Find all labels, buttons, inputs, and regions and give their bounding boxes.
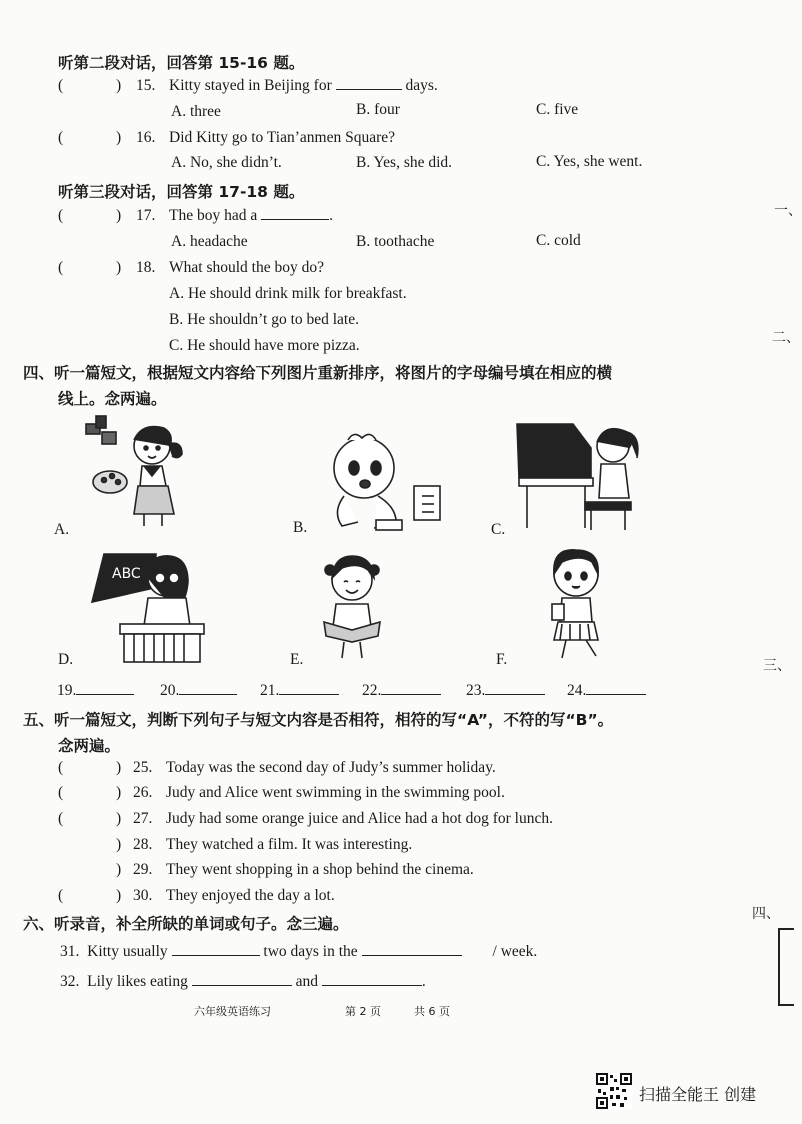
q29-number: 29. bbox=[133, 861, 153, 878]
q18-option-a: A. He should drink milk for breakfast. bbox=[169, 285, 407, 302]
q16-option-c: C. Yes, she went. bbox=[536, 153, 643, 170]
q15-prefix: Kitty stayed in Beijing for bbox=[169, 77, 332, 94]
q15-number: 15. bbox=[136, 77, 156, 94]
q31-suffix: week. bbox=[500, 943, 538, 960]
q18-option-b: B. He shouldn’t go to bed late. bbox=[169, 311, 359, 328]
q29-text: They went shopping in a shop behind the cinema. bbox=[166, 861, 474, 878]
order-blank-23[interactable] bbox=[485, 693, 545, 695]
q26-answer-open: ( bbox=[58, 784, 64, 801]
listen3-heading: 听第三段对话，回答第 17-18 题。 bbox=[58, 183, 305, 201]
order-num-24: 24. bbox=[567, 682, 587, 699]
q18-text: What should the boy do? bbox=[169, 259, 324, 276]
order-answer-23 bbox=[466, 682, 545, 700]
q27-answer-open: ( bbox=[58, 810, 64, 827]
q16-answer-close: ) bbox=[116, 129, 122, 146]
q15-blank[interactable] bbox=[336, 88, 402, 90]
section4-heading: 四、听一篇短文，根据短文内容给下列图片重新排序，将图片的字母编号填在相应的横 bbox=[23, 364, 613, 382]
q16-option-a: A. No, she didn’t. bbox=[171, 154, 282, 171]
q26-answer-close: ) bbox=[116, 784, 122, 801]
q28-answer-close: ) bbox=[116, 836, 122, 853]
q32-suffix: . bbox=[421, 973, 426, 990]
q25-answer-open: ( bbox=[58, 759, 64, 776]
q16-option-b: B. Yes, she did. bbox=[356, 154, 453, 171]
q17-option-b: B. toothache bbox=[356, 233, 435, 250]
section6-heading: 六、听录音，补全所缺的单词或句子。念三遍。 bbox=[23, 915, 349, 933]
q17-text bbox=[169, 207, 333, 225]
q17-blank[interactable] bbox=[261, 218, 329, 220]
q15-answer-close: ) bbox=[116, 77, 122, 94]
q16-text: Did Kitty go to Tian’anmen Square? bbox=[169, 129, 396, 146]
q27-number: 27. bbox=[133, 810, 153, 827]
order-blank-24[interactable] bbox=[586, 693, 646, 695]
q17-answer-close: ) bbox=[116, 207, 122, 224]
q32-blank-1[interactable] bbox=[192, 984, 292, 986]
picture-b-label: B. bbox=[293, 519, 308, 536]
q30-answer-open: ( bbox=[58, 887, 64, 904]
q32-prefix: Lily likes eating bbox=[87, 973, 188, 990]
abc-board-text: ABC bbox=[112, 566, 141, 582]
q31-blank-2[interactable] bbox=[362, 954, 462, 956]
q32-line bbox=[60, 973, 426, 991]
footer-course: 六年级英语练习 bbox=[194, 1005, 271, 1018]
q17-prefix: The boy had a bbox=[169, 207, 258, 224]
q29-answer-close: ) bbox=[116, 861, 122, 878]
picture-f-label: F. bbox=[496, 651, 508, 668]
order-answer-24 bbox=[567, 682, 646, 700]
q30-number: 30. bbox=[133, 887, 153, 904]
q30-text: They enjoyed the day a lot. bbox=[166, 887, 335, 904]
order-answer-22 bbox=[362, 682, 441, 700]
section5-heading-line2: 念两遍。 bbox=[58, 737, 121, 755]
q18-answer-close: ) bbox=[116, 259, 122, 276]
footer-total: 共 6 页 bbox=[414, 1005, 450, 1018]
picture-d-label: D. bbox=[58, 651, 74, 668]
q32-blank-2[interactable] bbox=[322, 984, 422, 986]
edge-mark-1: 一、 bbox=[774, 203, 802, 219]
order-blank-22[interactable] bbox=[381, 693, 441, 695]
q17-option-c: C. cold bbox=[536, 232, 581, 249]
q31-number: 31. bbox=[60, 943, 80, 960]
picture-e-label: E. bbox=[290, 651, 304, 668]
section5-heading: 五、听一篇短文，判断下列句子与短文内容是否相符，相符的写“A”，不符的写“B”。 bbox=[23, 711, 614, 729]
q26-number: 26. bbox=[133, 784, 153, 801]
section4-heading-line2: 线上。念两遍。 bbox=[58, 390, 167, 408]
picture-c-label: C. bbox=[491, 521, 506, 538]
q17-option-a: A. headache bbox=[171, 233, 248, 250]
q27-answer-close: ) bbox=[116, 810, 122, 827]
order-num-21: 21. bbox=[260, 682, 280, 699]
order-blank-20[interactable] bbox=[179, 693, 237, 695]
q25-answer-close: ) bbox=[116, 759, 122, 776]
girl-with-schoolbag-picture bbox=[540, 544, 610, 664]
q15-answer-open: ( bbox=[58, 77, 64, 94]
girl-reading-book-picture bbox=[318, 550, 388, 662]
footer-page: 第 2 页 bbox=[345, 1005, 381, 1018]
order-num-19: 19. bbox=[57, 682, 77, 699]
girl-playing-piano-picture bbox=[515, 418, 645, 538]
q31-middle: two days in the bbox=[263, 943, 358, 960]
q15-text bbox=[169, 77, 438, 95]
q31-blank-1[interactable] bbox=[172, 954, 260, 956]
q32-middle: and bbox=[295, 973, 318, 990]
edge-mark-2: 二、 bbox=[772, 330, 800, 346]
teacher-at-desk-picture bbox=[90, 548, 210, 666]
q18-option-c: C. He should have more pizza. bbox=[169, 337, 360, 354]
q16-answer-open: ( bbox=[58, 129, 64, 146]
q15-option-c: C. five bbox=[536, 101, 579, 118]
order-num-20: 20. bbox=[160, 682, 180, 699]
q15-suffix: days. bbox=[405, 77, 438, 94]
q30-answer-close: ) bbox=[116, 887, 122, 904]
qr-code-icon bbox=[596, 1073, 632, 1109]
q25-text: Today was the second day of Judy’s summer holiday. bbox=[166, 759, 496, 776]
order-answer-19 bbox=[57, 682, 134, 700]
edge-box-fragment bbox=[778, 928, 794, 1006]
q31-line: 31. Kitty usually two days in the / week. bbox=[60, 943, 538, 960]
scanner-watermark-label: 扫描全能王 创建 bbox=[639, 1085, 757, 1104]
order-num-22: 22. bbox=[362, 682, 382, 699]
q32-number: 32. bbox=[60, 973, 80, 990]
order-answer-20 bbox=[160, 682, 237, 700]
q17-answer-open: ( bbox=[58, 207, 64, 224]
order-num-23: 23. bbox=[466, 682, 486, 699]
q25-number: 25. bbox=[133, 759, 153, 776]
q26-text: Judy and Alice went swimming in the swimming pool. bbox=[166, 784, 505, 801]
girl-with-books-picture bbox=[82, 410, 202, 530]
q28-number: 28. bbox=[133, 836, 153, 853]
q15-option-a: A. three bbox=[171, 103, 221, 120]
order-blank-19[interactable] bbox=[76, 693, 134, 695]
q31-prefix: Kitty usually bbox=[87, 943, 168, 960]
q16-number: 16. bbox=[136, 129, 156, 146]
edge-mark-3: 三、 bbox=[763, 658, 791, 674]
q18-answer-open: ( bbox=[58, 259, 64, 276]
q27-text: Judy had some orange juice and Alice had a hot dog for lunch. bbox=[166, 810, 553, 827]
q28-text: They watched a film. It was interesting. bbox=[166, 836, 413, 853]
q17-number: 17. bbox=[136, 207, 156, 224]
baby-picture bbox=[318, 430, 448, 540]
q15-option-b: B. four bbox=[356, 101, 400, 118]
q18-number: 18. bbox=[136, 259, 156, 276]
q17-suffix: . bbox=[329, 207, 333, 224]
order-answer-21 bbox=[260, 682, 339, 700]
order-blank-21[interactable] bbox=[279, 693, 339, 695]
listen2-heading: 听第二段对话，回答第 15-16 题。 bbox=[58, 54, 305, 72]
edge-mark-4: 四、 bbox=[752, 906, 780, 922]
picture-a-label: A. bbox=[54, 521, 70, 538]
